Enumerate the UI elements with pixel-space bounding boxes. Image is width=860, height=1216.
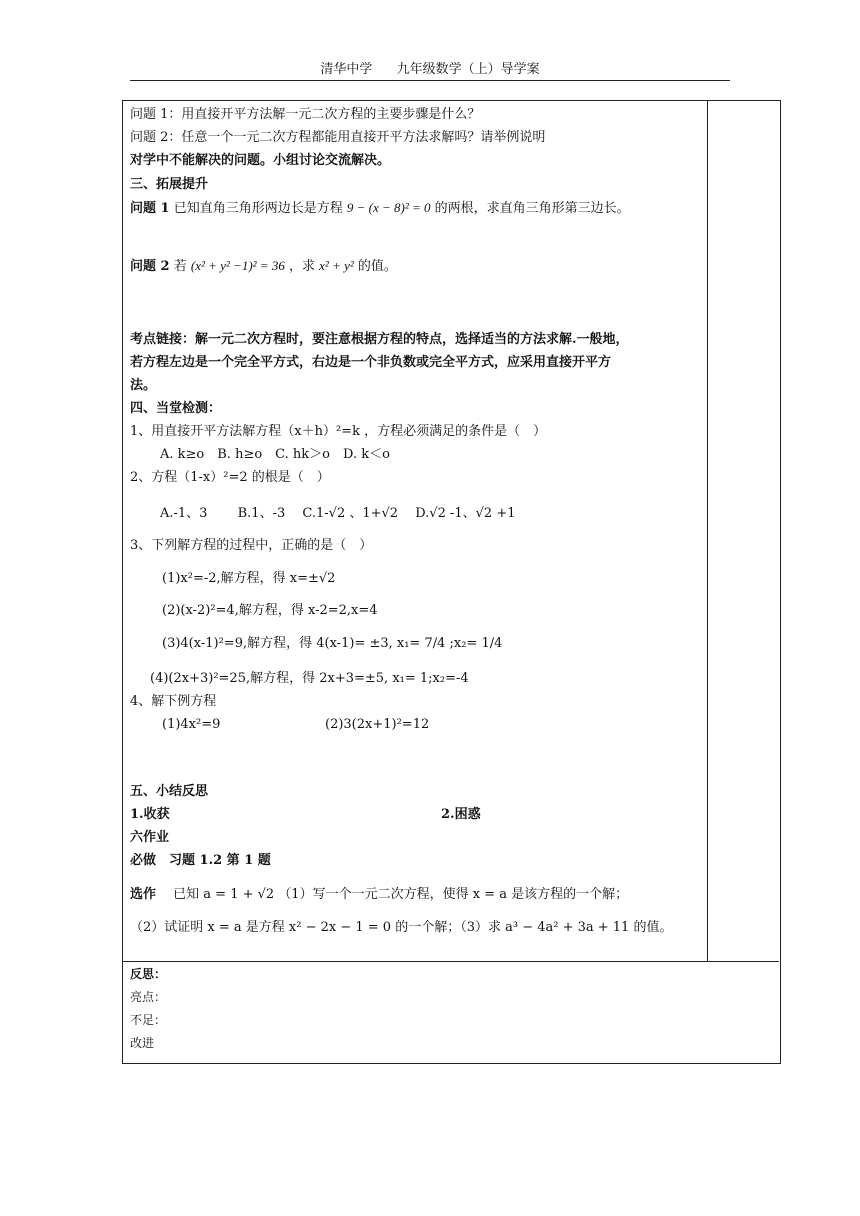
homework-heading: 六作业 [130, 830, 170, 845]
required-homework: 必做 习题 1.2 第 1 题 [130, 853, 271, 868]
test-4-equation-1: (1)4x²=9 [162, 717, 221, 732]
problem-2 [130, 257, 397, 276]
test-2-option-c: C.1-√2 、1+√2 [302, 506, 399, 521]
test-3-option-4: (4)(2x+3)²=25,解方程，得 2x+3=±5, x₁= 1;x₂=-4 [150, 671, 469, 686]
test-1-question: 1、用直接开平方法解方程（x＋h）²=k ，方程必须满足的条件是（ ） [130, 424, 547, 439]
reflection-lack: 不足： [130, 1013, 167, 1027]
problem-1-label: 问题 1 [130, 201, 170, 216]
discuss-note: 对学中不能解决的问题。小组讨论交流解决。 [130, 153, 391, 168]
test-3-option-2: (2)(x-2)²=4,解方程，得 x-2=2,x=4 [162, 603, 378, 618]
kaodian-line-3: 法。 [130, 378, 157, 393]
test-3-option-1: (1)x²=-2,解方程，得 x=±√2 [162, 571, 336, 586]
row-divider [122, 961, 779, 962]
optional-text-1: 已知 a = 1 + √2 （1）写一个一元二次方程，使得 x = a 是该方程的一个解； [173, 887, 629, 902]
problem-2-pre: 若 [173, 259, 187, 274]
problem-2-equation: (x² + y² −1)² = 36 [190, 258, 285, 273]
test-3-question: 3、下列解方程的过程中，正确的是（ ） [130, 538, 373, 553]
question-1: 问题 1：用直接开平方法解一元二次方程的主要步骤是什么？ [130, 107, 481, 122]
problem-1-post: 的两根，求直角三角形第三边长。 [434, 201, 630, 216]
gain-label: 1.收获 [130, 807, 170, 822]
problem-2-post: ，求 [288, 259, 315, 274]
test-2-option-d: D.√2 -1、√2 +1 [415, 506, 516, 521]
problem-2-expression: x² + y² [319, 258, 354, 273]
test-2-options [160, 505, 516, 523]
test-3-option-3: (3)4(x-1)²=9,解方程，得 4(x-1)= ±3, x₁= 7/4 ;x₂= 1/4 [162, 636, 503, 651]
optional-line-2: （2）试证明 x = a 是方程 x² − 2x − 1 = 0 的一个解；（3）求 a³ − 4a² + 3a + 11 的值。 [130, 920, 673, 935]
problem-2-end: 的值。 [357, 259, 397, 274]
school-name: 清华中学 [320, 62, 373, 77]
section-5-heading: 五、小结反思 [130, 784, 209, 799]
reflection-improve: 改进 [130, 1036, 155, 1050]
test-1-options: A. k≥o B. h≥o C. hk＞o D. k＜o [160, 447, 390, 462]
test-2-option-a: A.-1、3 [160, 506, 208, 521]
course-title: 九年级数学（上）导学案 [396, 62, 540, 77]
test-2-question: 2、方程（1-x）²=2 的根是（ ） [130, 470, 330, 485]
test-2-option-b: B.1、-3 [237, 506, 286, 521]
section-4-heading: 四、当堂检测： [130, 401, 222, 416]
test-4-equation-2: (2)3(2x+1)²=12 [325, 717, 430, 732]
kaodian-line-1: 考点链接：解一元二次方程时，要注意根据方程的特点，选择适当的方法求解.一般地， [130, 332, 629, 347]
optional-line-1 [130, 886, 628, 904]
section-3-heading: 三、拓展提升 [130, 177, 209, 192]
problem-1-equation: 9 − (x − 8)² = 0 [346, 200, 431, 215]
optional-label: 选作 [130, 887, 157, 902]
page-header [130, 62, 730, 81]
reflection-title: 反思： [130, 967, 167, 981]
reflection-bright: 亮点： [130, 990, 167, 1004]
kaodian-line-2: 若方程左边是一个完全平方式，右边是一个非负数或完全平方式，应采用直接开平方 [130, 355, 612, 370]
test-4-question: 4、解下例方程 [130, 694, 217, 709]
problem-2-label: 问题 2 [130, 259, 170, 274]
question-2: 问题 2：任意一个一元二次方程都能用直接开平方法求解吗？请举例说明 [130, 130, 546, 145]
column-divider [707, 100, 708, 961]
problem-1-pre: 已知直角三角形两边长是方程 [173, 201, 343, 216]
problem-1 [130, 199, 630, 218]
confuse-label: 2.困惑 [441, 807, 481, 822]
